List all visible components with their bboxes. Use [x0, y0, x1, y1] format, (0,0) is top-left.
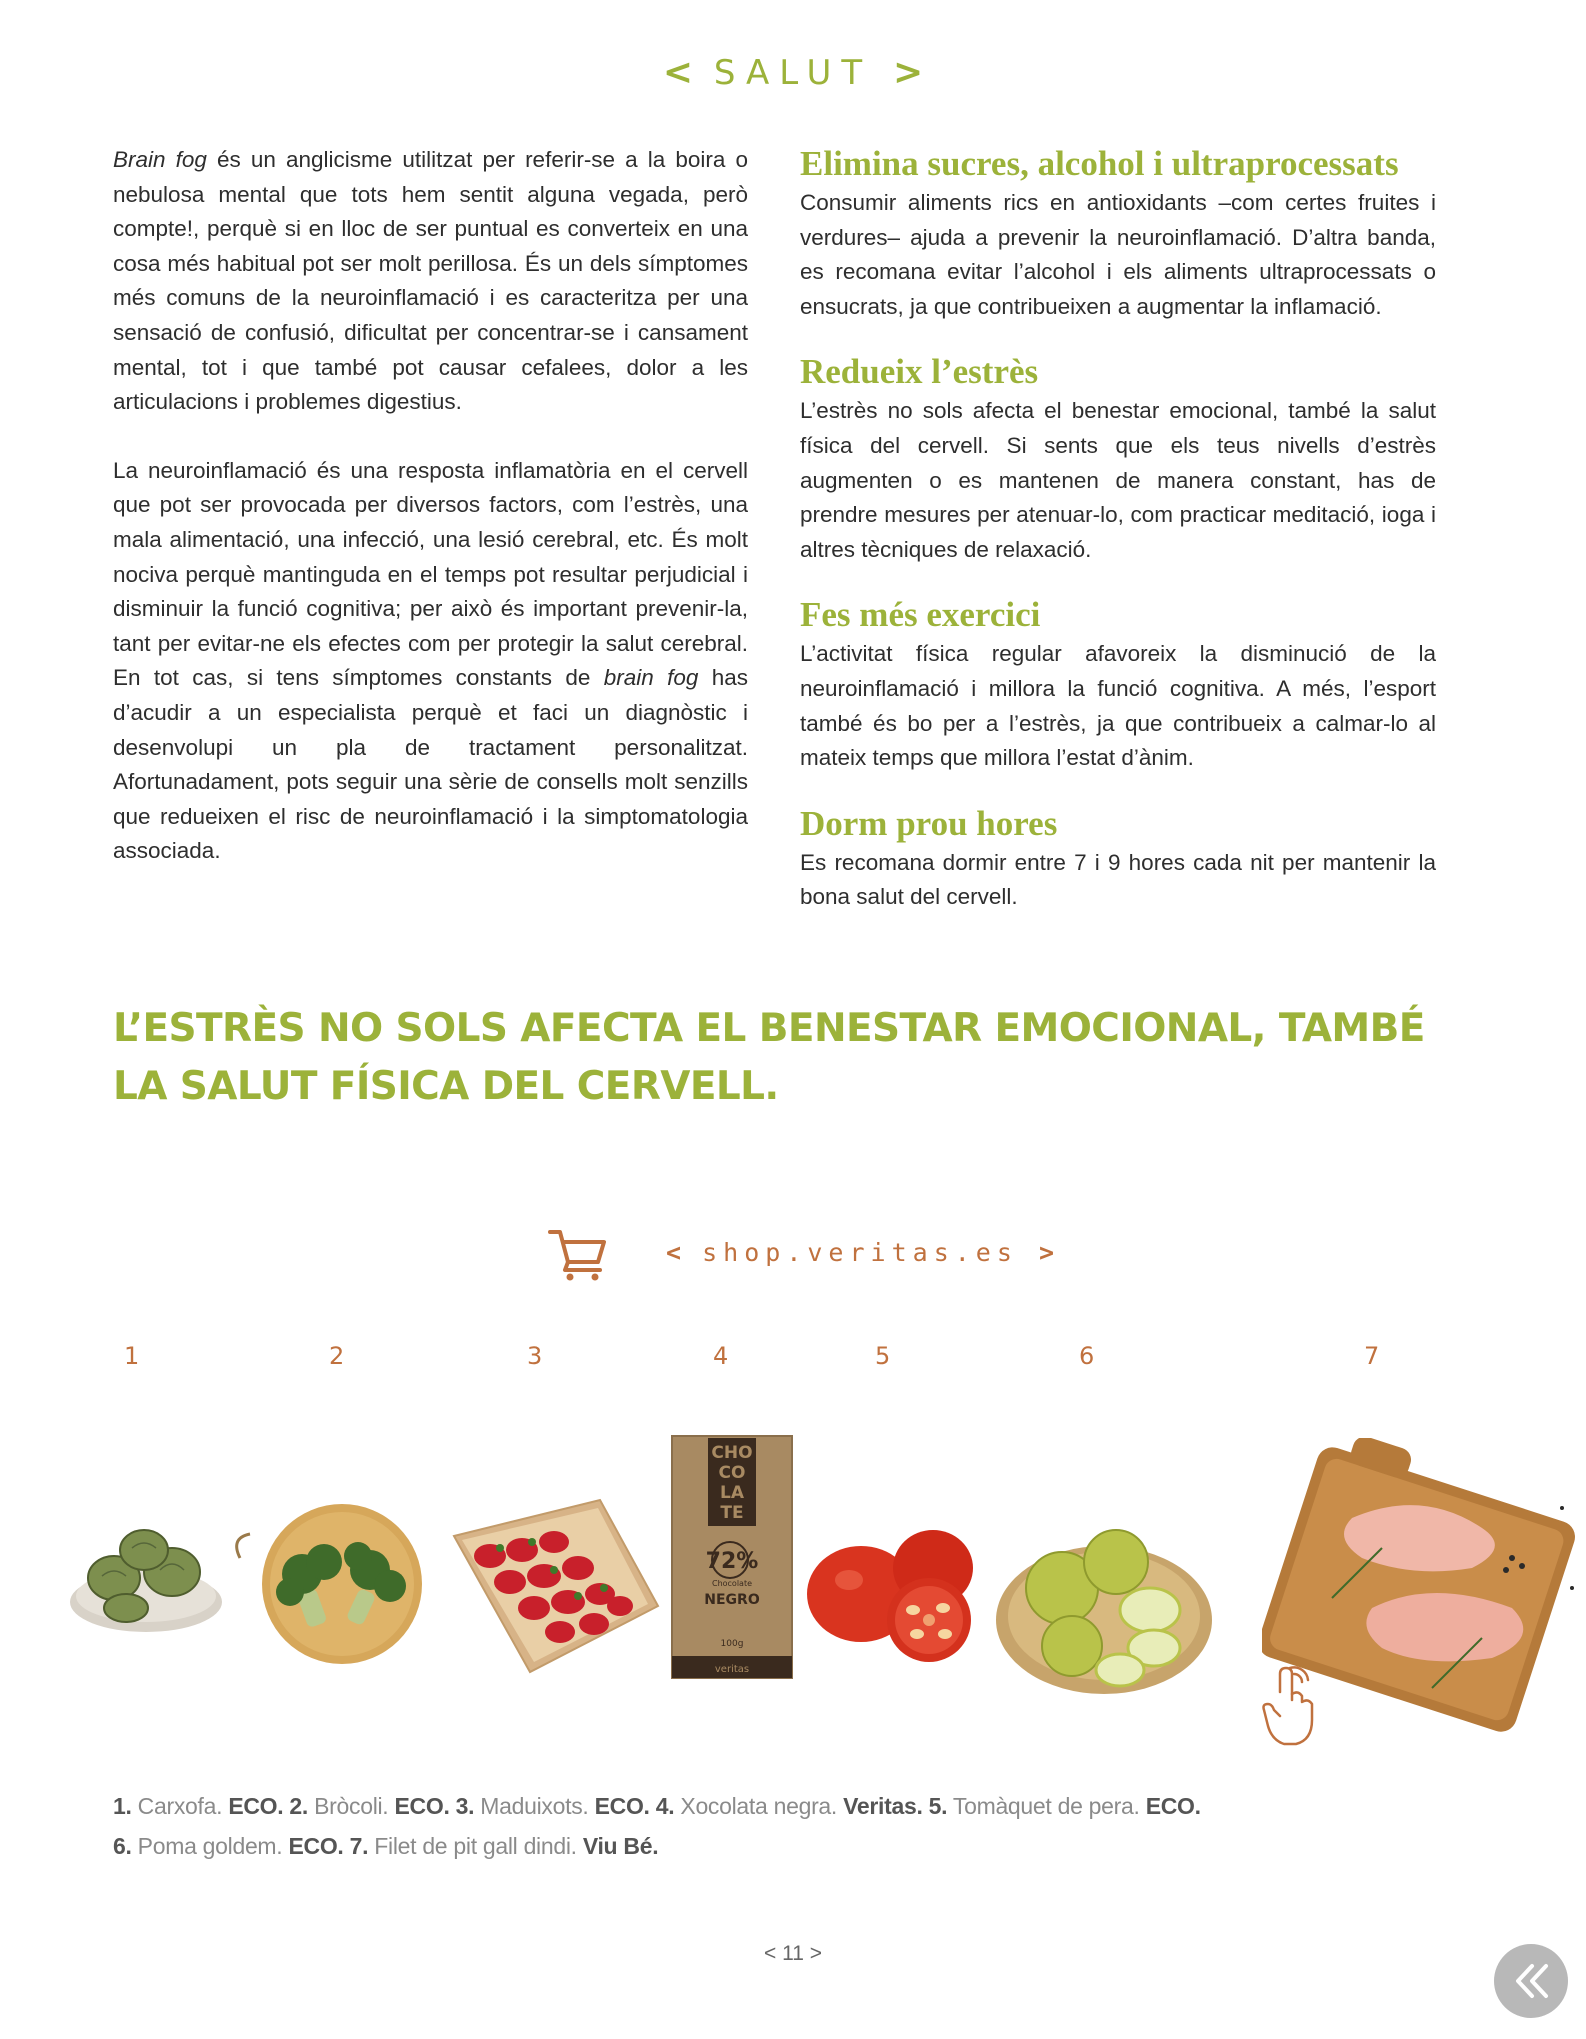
caption-brand: ECO.	[288, 1833, 344, 1859]
caption-line-1	[113, 1786, 1413, 1826]
product-number: 4	[713, 1342, 729, 1370]
chocolate-percent: 72%	[705, 1549, 759, 1574]
chocolate-word-1: CHO	[711, 1443, 753, 1463]
caption-brand: ECO.	[1145, 1793, 1201, 1819]
shop-banner[interactable]	[548, 1228, 1055, 1284]
caption-number: 6.	[113, 1833, 132, 1859]
tip-section	[800, 802, 1436, 915]
caption-number: 5.	[922, 1793, 948, 1819]
pull-quote-line-2: LA SALUT FÍSICA DEL CERVELL.	[113, 1064, 779, 1109]
caption-product: Maduixots.	[474, 1793, 595, 1819]
broccoli-image[interactable]	[230, 1498, 440, 1668]
tip-heading: Dorm prou hores	[800, 803, 1058, 843]
chevron-right-icon: >	[893, 52, 924, 93]
artichoke-image[interactable]	[66, 1490, 226, 1640]
caption-product: Tomàquet de pera.	[947, 1793, 1146, 1819]
strawberries-image[interactable]	[450, 1496, 660, 1676]
right-column	[800, 142, 1436, 915]
caption-number: 2.	[283, 1793, 309, 1819]
brain-fog-term: Brain fog	[113, 147, 207, 172]
brain-fog-term-2: brain fog	[603, 665, 699, 691]
chocolate-image[interactable]	[670, 1434, 794, 1680]
caption-brand: Viu Bé.	[582, 1833, 659, 1859]
chocolate-cacao-label: Chocolate	[711, 1579, 753, 1588]
caption-number: 4.	[649, 1793, 675, 1819]
tip-body: Es recomana dormir entre 7 i 9 hores cada nit per mantenir la bona salut del cervell.	[800, 849, 1436, 910]
back-button[interactable]	[1494, 1944, 1568, 2018]
double-chevron-left-icon	[1494, 1944, 1568, 2018]
shopping-cart-icon[interactable]	[548, 1228, 608, 1282]
apple-image[interactable]	[990, 1510, 1220, 1710]
product-number: 1	[124, 1342, 140, 1370]
shop-url: shop.veritas.es	[702, 1238, 1018, 1267]
tip-heading: Elimina sucres, alcohol i ultraprocessats	[800, 144, 1399, 183]
neuroinflammation-paragraph	[113, 454, 748, 869]
product-number: 7	[1364, 1342, 1380, 1370]
tap-hand-icon[interactable]	[1260, 1660, 1320, 1750]
chocolate-word-4: TE	[720, 1503, 744, 1523]
product-number: 3	[527, 1342, 543, 1370]
caption-product: Filet de pit gall dindi.	[368, 1833, 583, 1859]
chevron-left-icon: <	[666, 1238, 682, 1267]
page-number: < 11 >	[764, 1942, 822, 1965]
chocolate-brand: veritas	[714, 1664, 750, 1675]
caption-number: 1.	[113, 1793, 132, 1819]
left-column	[113, 143, 748, 869]
chocolate-word-3: LA	[720, 1483, 744, 1503]
caption-number: 3.	[449, 1793, 475, 1819]
caption-brand: ECO.	[594, 1793, 650, 1819]
caption-product: Xocolata negra.	[674, 1793, 844, 1819]
caption-number: 7.	[343, 1833, 369, 1859]
chevron-right-icon: >	[1038, 1238, 1055, 1267]
product-number: 6	[1079, 1342, 1095, 1370]
tip-body: L’activitat física regular afavoreix la disminució de la neuroinflamació i millora la funció cognitiva. A més, l’esport també és bo per a l’estrès, ja que contribueix a calmar-lo al mateix temps que millora l’estat d’ànim.	[800, 641, 1436, 771]
caption-brand: ECO.	[228, 1793, 284, 1819]
tip-section	[800, 350, 1436, 567]
tip-heading: Fes més exercici	[800, 595, 1041, 635]
caption-product: Carxofa.	[131, 1793, 229, 1819]
pull-quote-line-1: L’ESTRÈS NO SOLS AFECTA EL BENESTAR EMOCIONAL, TAMBÉ	[113, 1006, 1425, 1051]
neuro-text-b: has d’acudir a un especialista perquè et faci un diagnòstic i desenvolupi un pla de tractament personalitzat. Afortunadament, pots seguir una sèrie de consells molt senzills que redueixen el risc de neuroinflamació i la simptomatologia associada.	[113, 665, 749, 864]
caption-product: Bròcoli.	[308, 1793, 395, 1819]
section-tag	[0, 52, 1586, 93]
chocolate-kind: NEGRO	[704, 1592, 760, 1608]
caption-brand: Veritas.	[843, 1793, 923, 1819]
shop-link[interactable]	[666, 1238, 1054, 1267]
caption-brand: ECO.	[394, 1793, 450, 1819]
tip-body: L’estrès no sols afecta el benestar emocional, també la salut física del cervell. Si sents que els teus nivells d’estrès augmenten o es mantenen de manera constant, has de prendre mesures per atenuar-lo, com practicar meditació, ioga i altres tècniques de relaxació.	[800, 398, 1436, 562]
pull-quote	[113, 1000, 1473, 1116]
intro-text: és un anglicisme utilitzat per referir-se a la boira o nebulosa mental que tots hem sentit alguna vegada, però compte!, perquè si en lloc de ser puntual es converteix en una cosa més habitual pot ser molt perillosa. És un dels símptomes més comuns de la neuroinflamació i es caracteritza per una sensació de confusió, dificultat per concentrar-se i cansament mental, tot i que també pot causar cefalees, dolor a les articulacions i problemes digestius.	[113, 147, 748, 415]
caption-product: Poma goldem.	[131, 1833, 289, 1859]
tip-section	[800, 593, 1436, 775]
chocolate-weight: 100g	[720, 1639, 744, 1649]
tomato-image[interactable]	[805, 1524, 985, 1674]
product-number: 2	[329, 1342, 345, 1370]
product-caption	[113, 1786, 1413, 1866]
neuro-text-a: La neuroinflamació és una resposta inflamatòria en el cervell que pot ser provocada per diversos factors, com l’estrès, una mala alimentació, una infecció, una lesió cerebral, etc. És molt nociva perquè mantinguda en el temps pot resultar perjudicial i disminuir la funció cognitiva; per això és important prevenir-la, tant per evitar-ne els efectes com per protegir la salut cerebral. En tot cas, si tens símptomes constants de	[113, 457, 748, 691]
product-number: 5	[875, 1342, 891, 1370]
chocolate-word-2: CO	[718, 1463, 746, 1483]
tip-body: Consumir aliments rics en antioxidants –com certes fruites i verdures– ajuda a prevenir la neuroinflamació. D’altra banda, es recomana evitar l’alcohol i els aliments ultraprocessats o ensucrats, ja que contribueixen a augmentar la inflamació.	[800, 190, 1436, 319]
tip-heading: Redueix l’estrès	[800, 352, 1039, 392]
tip-section	[800, 142, 1436, 324]
intro-paragraph	[113, 143, 748, 420]
caption-line-2	[113, 1826, 1413, 1866]
section-title: SALUT	[713, 53, 873, 93]
chevron-left-icon: <	[662, 52, 693, 93]
